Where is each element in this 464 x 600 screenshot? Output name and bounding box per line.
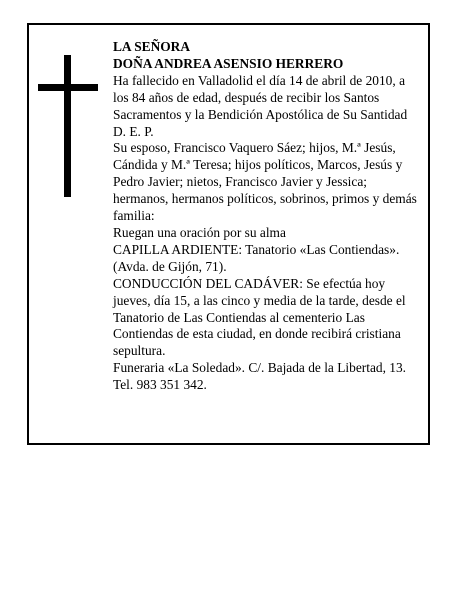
obituary-text <box>113 39 418 394</box>
funeral-procession-info: CONDUCCIÓN DEL CADÁVER: Se efectúa hoy jueves, día 15, a las cinco y media de la tarde, desde el Tanatorio de Las Contiendas al cementerio Las Contiendas de esta ciudad, en donde recibirá cristiana sepultura. <box>113 275 406 359</box>
funeral-home-info: Funeraria «La Soledad». C/. Bajada de la Libertad, 13. Tel. 983 351 342. <box>113 360 407 393</box>
deceased-name: DOÑA ANDREA ASENSIO HERRERO <box>113 55 344 71</box>
notice-title: LA SEÑORA <box>113 39 191 54</box>
cross-icon <box>38 55 98 197</box>
cross-vertical-bar <box>64 55 71 197</box>
cross-horizontal-bar <box>38 84 98 91</box>
prayer-request: Ruegan una oración por su alma <box>113 224 286 240</box>
chapel-info: CAPILLA ARDIENTE: Tanatorio «Las Contiendas». (Avda. de Gijón, 71). <box>113 241 400 274</box>
death-announcement: Ha fallecido en Valladolid el día 14 de abril de 2010, a los 84 años de edad, después de recibir los Santos Sacramentos y la Bendición Apostólica de Su Santidad D. E. P. <box>113 72 408 139</box>
family-list: Su esposo, Francisco Vaquero Sáez; hijos, M.ª Jesús, Cándida y M.ª Teresa; hijos políticos, Marcos, Jesús y Pedro Javier; nietos, Francisco Javier y Jessica; hermanos, hermanos políticos, sobrinos, primos y demás familia: <box>113 140 417 224</box>
